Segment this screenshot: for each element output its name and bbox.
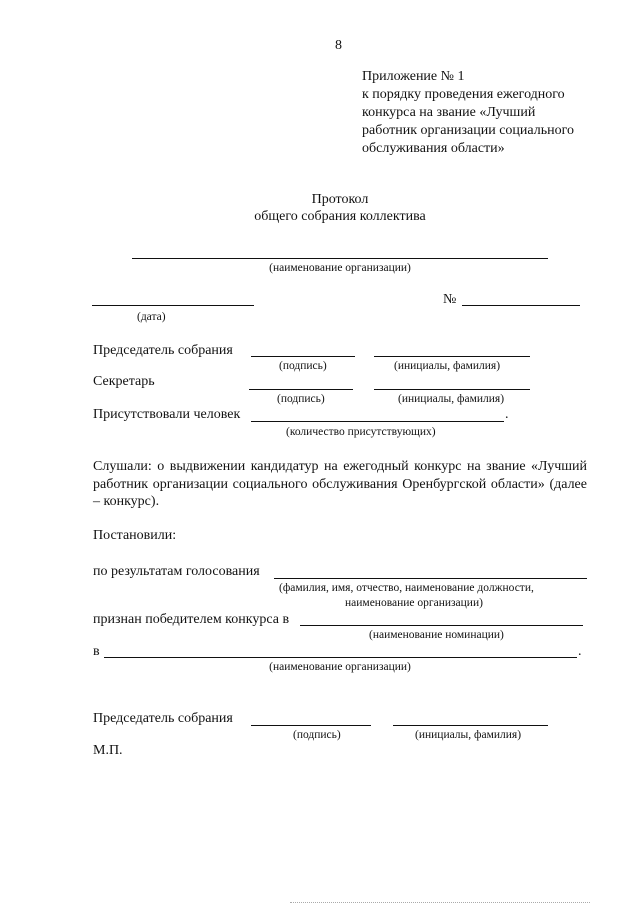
fio-caption: (фамилия, имя, отчество, наименование должности, [279,582,534,594]
initials-caption: (инициалы, фамилия) [394,360,501,372]
footer-initials-line[interactable] [393,725,548,726]
signature-caption: (подпись) [277,393,325,405]
secretary-initials-line[interactable] [374,389,530,390]
protocol-title: Протокол [311,192,369,207]
footer-signature-caption: (подпись) [293,729,341,741]
scan-artifact [290,902,590,903]
appendix-line: работник организации социального [362,123,575,138]
attendee-count-caption: (количество присутствующих) [286,426,436,438]
number-line[interactable] [462,305,580,306]
organization-caption: (наименование организации) [269,661,411,673]
organization-line[interactable] [104,657,577,658]
protocol-subtitle: общего собрания коллектива [254,209,426,224]
date-caption: (дата) [137,311,166,323]
secretary-label: Секретарь [93,374,155,389]
chairman-initials-line[interactable] [374,356,530,357]
heard-paragraph: Слушали: о выдвижении кандидатур на ежегодный конкурс на звание «Лучший работник организации социального обслуживания Оренбургской области» (далее – конкурс). [93,459,587,509]
nomination-caption: (наименование номинации) [369,629,504,641]
chairman-signature-line[interactable] [251,356,355,357]
in-label: в [93,644,100,659]
stamp-label: М.П. [93,743,123,758]
chairman-label: Председатель собрания [93,343,233,358]
number-label: № [443,292,457,307]
organization-period: . [578,644,582,659]
org-name-caption: (наименование организации) [269,262,411,274]
fio-caption-continued: наименование организации) [345,597,483,609]
appendix-title: Приложение № 1 [362,69,465,84]
vote-result-label: по результатам голосования [93,564,260,579]
decided-label: Постановили: [93,528,177,543]
initials-caption: (инициалы, фамилия) [398,393,505,405]
present-period: . [505,407,509,422]
secretary-signature-line[interactable] [249,389,353,390]
appendix-line: обслуживания области» [362,141,505,156]
nomination-line[interactable] [300,625,583,626]
footer-chairman-label: Председатель собрания [93,711,233,726]
present-label: Присутствовали человек [93,407,241,422]
winner-label: признан победителем конкурса в [93,612,290,627]
footer-signature-line[interactable] [251,725,371,726]
appendix-line: к порядку проведения ежегодного [362,87,565,102]
attendee-count-line[interactable] [251,421,504,422]
date-line[interactable] [92,305,254,306]
signature-caption: (подпись) [279,360,327,372]
appendix-line: конкурса на звание «Лучший [362,105,536,120]
vote-result-line[interactable] [274,578,587,579]
page-number: 8 [335,38,342,53]
org-name-line[interactable] [132,258,548,259]
footer-initials-caption: (инициалы, фамилия) [415,729,522,741]
